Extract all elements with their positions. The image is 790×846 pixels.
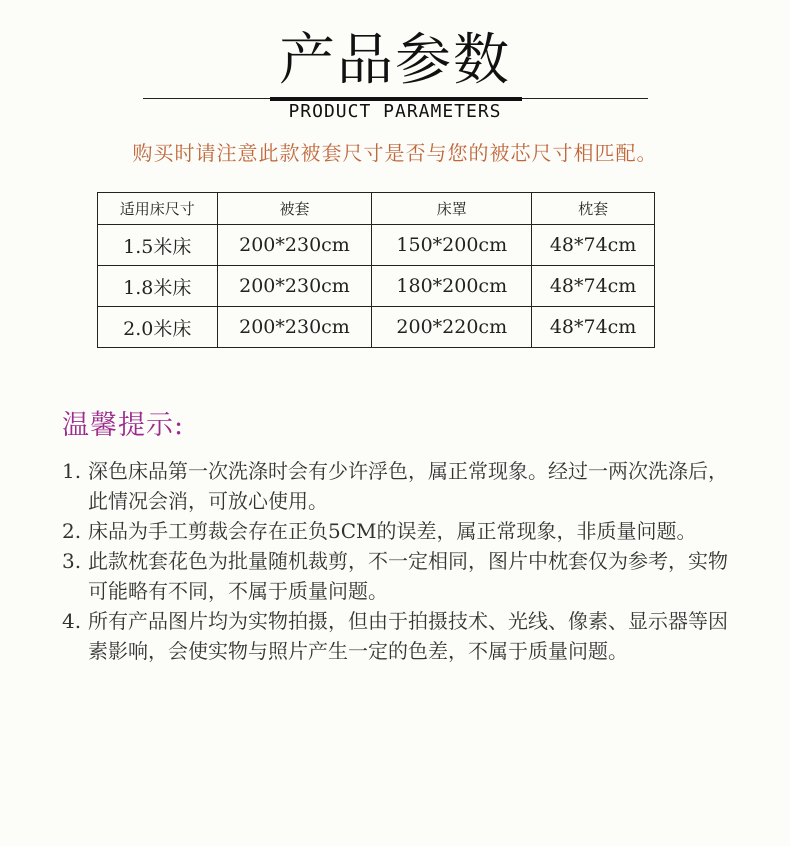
tip-text: 此款枕套花色为批量随机裁剪，不一定相同，图片中枕套仅为参考，实物可能略有不同，不属于质量问题。: [88, 549, 728, 603]
list-item: [62, 606, 742, 666]
table-cell: 150*200cm: [372, 225, 532, 266]
tip-number: 2.: [62, 519, 82, 543]
table-cell: 1.8米床: [98, 266, 218, 307]
table-cell: 2.0米床: [98, 307, 218, 348]
tip-text: 所有产品图片均为实物拍摄，但由于拍摄技术、光线、像素、显示器等因素影响，会使实物与照片产生一定的色差，不属于质量问题。: [88, 609, 728, 663]
size-notice: 购买时请注意此款被套尺寸是否与您的被芯尺寸相匹配。: [132, 141, 658, 165]
header-cell-bedspread: 床罩: [372, 193, 532, 225]
tip-number: 3.: [62, 549, 82, 573]
table-row: [98, 266, 655, 307]
table-cell: 200*230cm: [217, 225, 372, 266]
size-table: [97, 192, 655, 348]
table-header-row: [98, 193, 655, 225]
page-title: 产品参数: [279, 28, 511, 93]
tip-number: 4.: [62, 609, 82, 633]
tips-list: [62, 456, 742, 666]
table-row: [98, 225, 655, 266]
tip-text: 深色床品第一次洗涤时会有少许浮色，属正常现象。经过一两次洗涤后，此情况会消，可放心使用。: [88, 459, 728, 513]
list-item: [62, 516, 742, 546]
table-cell: 48*74cm: [532, 266, 655, 307]
table-cell: 200*220cm: [372, 307, 532, 348]
table-cell: 200*230cm: [217, 266, 372, 307]
table-row: [98, 307, 655, 348]
list-item: [62, 456, 742, 516]
table-cell: 180*200cm: [372, 266, 532, 307]
table-cell: 48*74cm: [532, 307, 655, 348]
list-item: [62, 546, 742, 606]
page-subtitle: PRODUCT PARAMETERS: [288, 101, 502, 122]
header-cell-bed-size: 适用床尺寸: [98, 193, 218, 225]
table-cell: 200*230cm: [217, 307, 372, 348]
tips-title: 温馨提示:: [62, 410, 185, 441]
header-cell-pillowcase: 枕套: [532, 193, 655, 225]
table-cell: 48*74cm: [532, 225, 655, 266]
tip-text: 床品为手工剪裁会存在正负5CM的误差，属正常现象，非质量问题。: [88, 519, 697, 543]
tip-number: 1.: [62, 459, 82, 483]
table-cell: 1.5米床: [98, 225, 218, 266]
header-cell-duvet-cover: 被套: [217, 193, 372, 225]
